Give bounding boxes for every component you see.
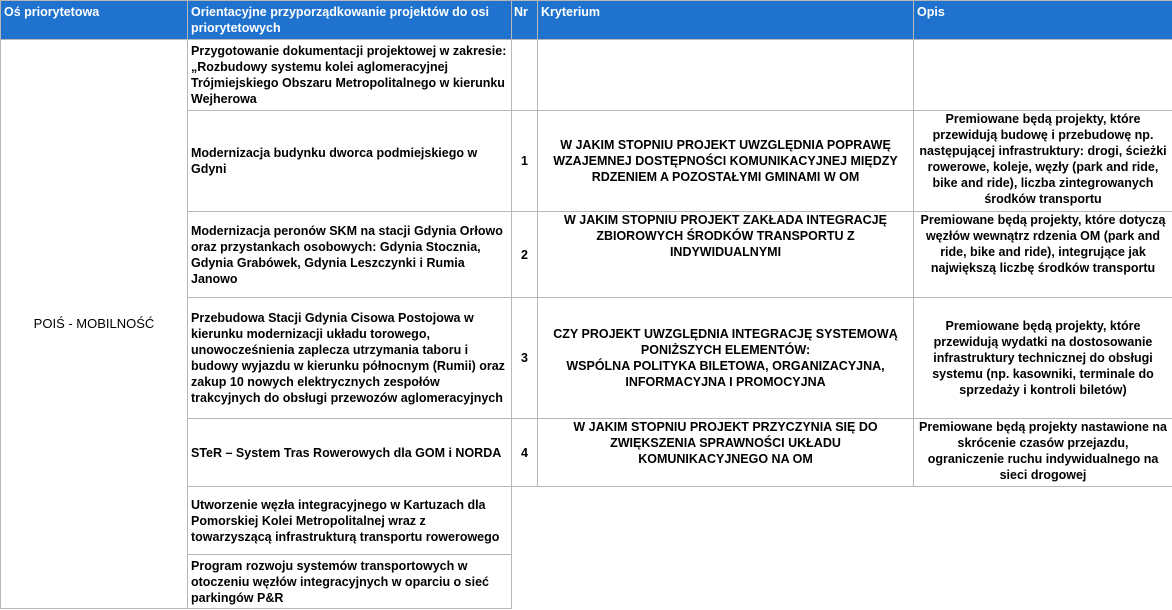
criterion-cell xyxy=(538,40,914,111)
description-cell: Premiowane będą projekty, które dotyczą węzłów wewnątrz rdzenia OM (park and ride, bike and ride), integrujące jak największą liczbę środków transportu xyxy=(914,212,1172,298)
project-cell: Modernizacja peronów SKM na stacji Gdynia Orłowo oraz przystankach osobowych: Gdynia Stocznia, Gdynia Grabówek, Gdynia Leszczynki i Rumia Janowo xyxy=(188,212,512,298)
description-cell: Premiowane będą projekty nastawione na skrócenie czasów przejazdu, ograniczenie ruchu indywidualnego na sieci drogowej xyxy=(914,419,1172,487)
project-cell: Przygotowanie dokumentacji projektowej w zakresie: „Rozbudowy systemu kolei aglomeracyjnej Trójmiejskiego Obszaru Metropolitalnego w kierunku Wejherowa xyxy=(188,40,512,111)
header-nr: Nr xyxy=(512,1,538,40)
nr-cell: 3 xyxy=(512,298,538,419)
project-cell: Przebudowa Stacji Gdynia Cisowa Postojowa w kierunku modernizacji układu torowego, unowocześnienia zaplecza utrzymania taboru i budowy wyjazdu w kierunku północnym (Rumii) oraz zakup 10 nowych elektrycznych zespołów trakcyjnych do obsługi przewozów aglomeracyjnych xyxy=(188,298,512,419)
description-cell: Premiowane będą projekty, które przewidują budowę i przebudowę np. następującej infrastruktury: drogi, ścieżki rowerowe, koleje, węzły (park and ride, bike and ride), liczba zintegrowanych środków transportu xyxy=(914,111,1172,212)
nr-cell xyxy=(512,40,538,111)
project-cell: Program rozwoju systemów transportowych w otoczeniu węzłów integracyjnych w oparciu o sieć parkingów P&R xyxy=(188,555,512,609)
axis-cell: POIŚ - MOBILNOŚĆ xyxy=(1,40,188,609)
header-axis: Oś priorytetowa xyxy=(1,1,188,40)
header-criterion: Kryterium xyxy=(538,1,914,40)
header-row xyxy=(1,1,1172,40)
nr-cell: 4 xyxy=(512,419,538,487)
header-description: Opis xyxy=(914,1,1172,40)
header-project: Orientacyjne przyporządkowanie projektów do osi priorytetowych xyxy=(188,1,512,40)
criterion-cell: W JAKIM STOPNIU PROJEKT UWZGLĘDNIA POPRAWĘ WZAJEMNEJ DOSTĘPNOŚCI KOMUNIKACYJNEJ MIĘDZY RDZENIEM A POZOSTAŁYMI GMINAMI W OM xyxy=(538,111,914,212)
description-cell: Premiowane będą projekty, które przewidują wydatki na dostosowanie infrastruktury technicznej do obsługi systemu (np. kasowniki, terminale do sprzedaży i kontroli biletów) xyxy=(914,298,1172,419)
nr-cell: 2 xyxy=(512,212,538,298)
project-cell: STeR – System Tras Rowerowych dla GOM i NORDA xyxy=(188,419,512,487)
description-cell xyxy=(914,40,1172,111)
empty-area xyxy=(512,487,1172,609)
project-cell: Utworzenie węzła integracyjnego w Kartuzach dla Pomorskiej Kolei Metropolitalnej wraz z towarzyszącą infrastrukturą transportu rowerowego xyxy=(188,487,512,555)
criterion-cell: CZY PROJEKT UWZGLĘDNIA INTEGRACJĘ SYSTEMOWĄ PONIŻSZYCH ELEMENTÓW: WSPÓLNA POLITYKA BILETOWA, ORGANIZACYJNA, INFORMACYJNA I PROMOCYJNA xyxy=(538,298,914,419)
criterion-cell: W JAKIM STOPNIU PROJEKT ZAKŁADA INTEGRACJĘ ZBIOROWYCH ŚRODKÓW TRANSPORTU Z INDYWIDUALNYMI xyxy=(538,212,914,298)
project-cell: Modernizacja budynku dworca podmiejskiego w Gdyni xyxy=(188,111,512,212)
table-row xyxy=(1,40,1172,111)
nr-cell: 1 xyxy=(512,111,538,212)
criterion-cell: W JAKIM STOPNIU PROJEKT PRZYCZYNIA SIĘ DO ZWIĘKSZENIA SPRAWNOŚCI UKŁADU KOMUNIKACYJNEGO NA OM xyxy=(538,419,914,487)
